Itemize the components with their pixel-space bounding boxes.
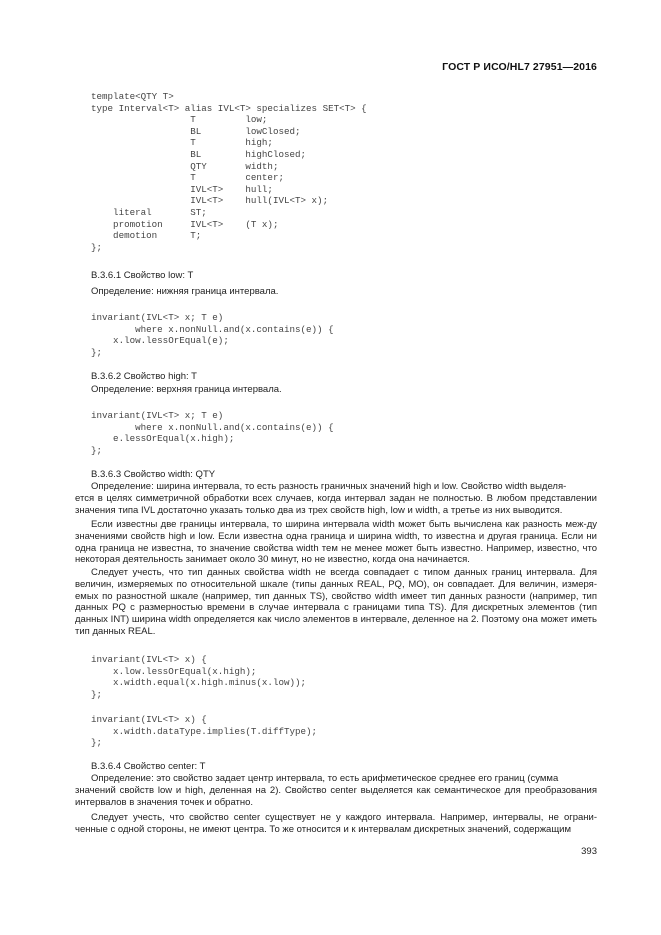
code-interval-type: template<QTY T> type Interval<T> alias IVL<T> specializes SET<T> { T low; BL lowClosed; T high; BL highClosed; QTY width; T center; IVL<T> hull; IVL<T> hull(IVL<T> x); literal ST; promotion IVL<T> (T x); demotion T; }; — [91, 91, 367, 253]
width-definition-rest: ется в целях симметричной обработки всех случаев, когда интервал задан не полностью. В любом представлении значения типа IVL достаточно указать только два из трех свойств high, low и width, а третье из них выводится. — [75, 493, 597, 516]
center-definition-rest: значений свойств low и high, деленная на 2). Свойство center выделяется как семантическое для преобразования интервалов в значения точек и обратно. — [75, 785, 597, 808]
width-definition-line1: Определение: ширина интервала, то есть разность граничных значений high и low. Свойство width выделя- — [91, 481, 567, 492]
width-paragraph-2: Если известны две границы интервала, то ширина интервала width может быть вычислена как разность меж-ду значениями свойств high и low. Если известна одна граница и ширина width, то известна и другая граница. Если ни одна граница не известна, то значение свойства width тем не менее может быть известно. Например, известно, что некоторая деятельность занимает около 30 минут, но не известно, когда она начинается. — [75, 519, 597, 566]
definition-high: Определение: верхняя граница интервала. — [91, 384, 282, 395]
section-heading-width: B.3.6.3 Свойство width: QTY — [91, 469, 216, 480]
section-heading-low: B.3.6.1 Свойство low: T — [91, 270, 194, 281]
code-invariant-low: invariant(IVL<T> x; T e) where x.nonNull.and(x.contains(e)) { x.low.lessOrEqual(e); }; — [91, 312, 334, 358]
page-number: 393 — [581, 846, 597, 857]
section-heading-center: B.3.6.4 Свойство center: T — [91, 761, 206, 772]
definition-low: Определение: нижняя граница интервала. — [91, 286, 279, 297]
center-paragraph-2: Следует учесть, что свойство center существует не у каждого интервала. Например, интервалы, не ограни-ченные с одной стороны, не имеют центра. То же относится и к интервалам дискретных значений, содержащим — [75, 812, 597, 835]
width-paragraph-3: Следует учесть, что тип данных свойства width не всегда совпадает с типом данных границ интервала. Для величин, измеряемых по относительной шкале (типы данных REAL, PQ, MO), он совпадает. Для величин, измеря-емых по разностной шкале (например, тип данных TS), свойство width имеет тип данных разности (например, тип данных PQ с размерностью времени в случае интервала с границами типа TS). Для дискретных элементов (тип данных INT) ширина width определяется как число элементов в интервале, деленное на 2. Поэтому она может иметь тип данных REAL. — [75, 567, 597, 637]
section-heading-high: B.3.6.2 Свойство high: T — [91, 371, 197, 382]
code-invariant-high: invariant(IVL<T> x; T e) where x.nonNull.and(x.contains(e)) { e.lessOrEqual(x.high); }; — [91, 410, 334, 456]
center-definition-line1: Определение: это свойство задает центр интервала, то есть арифметическое среднее его границ (сумма — [91, 773, 559, 784]
code-invariant-width-1: invariant(IVL<T> x) { x.low.lessOrEqual(x.high); x.width.equal(x.high.minus(x.low)); }; — [91, 654, 307, 700]
code-invariant-width-2: invariant(IVL<T> x) { x.width.dataType.implies(T.diffType); }; — [91, 714, 318, 749]
document-header: ГОСТ Р ИСО/HL7 27951—2016 — [442, 61, 597, 73]
